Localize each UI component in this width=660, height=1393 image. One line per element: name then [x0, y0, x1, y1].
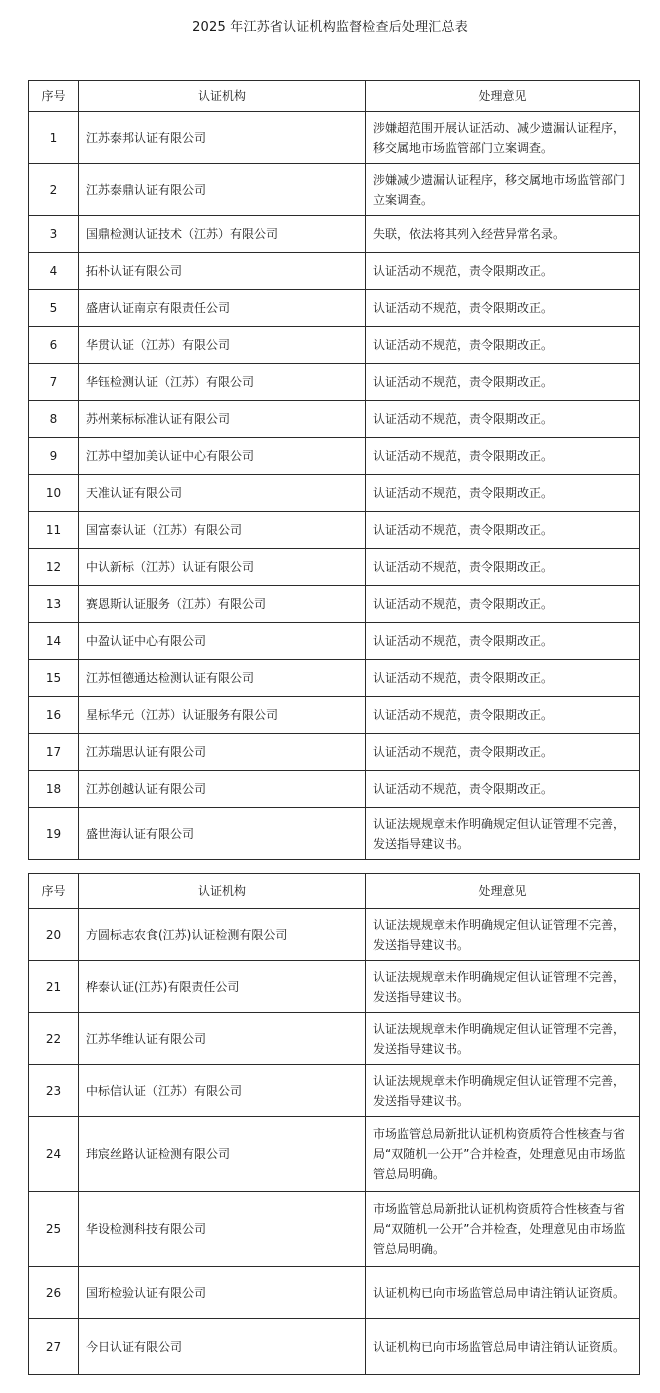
row-number: 8 — [29, 401, 79, 438]
table-row — [29, 290, 640, 327]
org-name: 中标信认证（江苏）有限公司 — [79, 1065, 366, 1117]
org-name: 江苏恒德通达检测认证有限公司 — [79, 660, 366, 697]
header-opinion: 处理意见 — [366, 81, 640, 112]
table-row — [29, 771, 640, 808]
org-name: 江苏创越认证有限公司 — [79, 771, 366, 808]
org-name: 国富泰认证（江苏）有限公司 — [79, 512, 366, 549]
table-row — [29, 512, 640, 549]
row-number: 9 — [29, 438, 79, 475]
table-row — [29, 253, 640, 290]
org-name: 国鼎检测认证技术（江苏）有限公司 — [79, 216, 366, 253]
table-row — [29, 1065, 640, 1117]
handling-opinion: 认证活动不规范，责令限期改正。 — [366, 660, 640, 697]
handling-opinion: 认证法规规章未作明确规定但认证管理不完善，发送指导建议书。 — [366, 808, 640, 860]
header-no: 序号 — [29, 874, 79, 909]
row-number: 7 — [29, 364, 79, 401]
handling-opinion: 失联，依法将其列入经营异常名录。 — [366, 216, 640, 253]
org-name: 华贯认证（江苏）有限公司 — [79, 327, 366, 364]
org-name: 国珩检验认证有限公司 — [79, 1267, 366, 1319]
row-number: 24 — [29, 1117, 79, 1192]
table-row — [29, 1267, 640, 1319]
handling-opinion: 认证活动不规范，责令限期改正。 — [366, 697, 640, 734]
row-number: 27 — [29, 1319, 79, 1375]
table-row — [29, 1319, 640, 1375]
header-opinion: 处理意见 — [366, 874, 640, 909]
row-number: 14 — [29, 623, 79, 660]
summary-table-part-2 — [28, 873, 640, 1375]
handling-opinion: 认证活动不规范，责令限期改正。 — [366, 438, 640, 475]
org-name: 桦泰认证(江苏)有限责任公司 — [79, 961, 366, 1013]
handling-opinion: 认证活动不规范，责令限期改正。 — [366, 549, 640, 586]
handling-opinion: 认证活动不规范，责令限期改正。 — [366, 512, 640, 549]
handling-opinion: 认证活动不规范，责令限期改正。 — [366, 364, 640, 401]
handling-opinion: 认证法规规章未作明确规定但认证管理不完善，发送指导建议书。 — [366, 1013, 640, 1065]
org-name: 华钰检测认证（江苏）有限公司 — [79, 364, 366, 401]
table-row — [29, 216, 640, 253]
table-row — [29, 660, 640, 697]
handling-opinion: 认证活动不规范，责令限期改正。 — [366, 586, 640, 623]
handling-opinion: 认证法规规章未作明确规定但认证管理不完善，发送指导建议书。 — [366, 961, 640, 1013]
org-name: 江苏瑞思认证有限公司 — [79, 734, 366, 771]
row-number: 17 — [29, 734, 79, 771]
table-header-row — [29, 81, 640, 112]
document-title: 2025 年江苏省认证机构监督检查后处理汇总表 — [192, 20, 468, 35]
handling-opinion: 认证活动不规范，责令限期改正。 — [366, 253, 640, 290]
org-name: 星标华元（江苏）认证服务有限公司 — [79, 697, 366, 734]
handling-opinion: 认证活动不规范，责令限期改正。 — [366, 475, 640, 512]
summary-table-part-1 — [28, 80, 640, 860]
handling-opinion: 认证机构已向市场监管总局申请注销认证资质。 — [366, 1267, 640, 1319]
org-name: 江苏华维认证有限公司 — [79, 1013, 366, 1065]
org-name: 今日认证有限公司 — [79, 1319, 366, 1375]
table-row — [29, 1117, 640, 1192]
table-row — [29, 112, 640, 164]
row-number: 15 — [29, 660, 79, 697]
handling-opinion: 认证机构已向市场监管总局申请注销认证资质。 — [366, 1319, 640, 1375]
header-org: 认证机构 — [79, 874, 366, 909]
handling-opinion: 认证活动不规范，责令限期改正。 — [366, 623, 640, 660]
handling-opinion: 认证法规规章未作明确规定但认证管理不完善，发送指导建议书。 — [366, 909, 640, 961]
org-name: 赛恩斯认证服务（江苏）有限公司 — [79, 586, 366, 623]
handling-opinion: 涉嫌超范围开展认证活动、减少遗漏认证程序，移交属地市场监管部门立案调查。 — [366, 112, 640, 164]
table-row — [29, 909, 640, 961]
table-row — [29, 364, 640, 401]
handling-opinion: 市场监管总局新批认证机构资质符合性核查与省局“双随机一公开”合并检查，处理意见由市场监管总局明确。 — [366, 1192, 640, 1267]
table-row — [29, 734, 640, 771]
table-row — [29, 623, 640, 660]
table-row — [29, 697, 640, 734]
org-name: 方圆标志农食(江苏)认证检测有限公司 — [79, 909, 366, 961]
row-number: 26 — [29, 1267, 79, 1319]
org-name: 拓朴认证有限公司 — [79, 253, 366, 290]
org-name: 江苏泰鼎认证有限公司 — [79, 164, 366, 216]
org-name: 玮宸丝路认证检测有限公司 — [79, 1117, 366, 1192]
row-number: 2 — [29, 164, 79, 216]
org-name: 中盈认证中心有限公司 — [79, 623, 366, 660]
row-number: 6 — [29, 327, 79, 364]
row-number: 25 — [29, 1192, 79, 1267]
org-name: 江苏泰邦认证有限公司 — [79, 112, 366, 164]
org-name: 盛世海认证有限公司 — [79, 808, 366, 860]
row-number: 21 — [29, 961, 79, 1013]
row-number: 13 — [29, 586, 79, 623]
org-name: 苏州莱标标准认证有限公司 — [79, 401, 366, 438]
row-number: 18 — [29, 771, 79, 808]
handling-opinion: 涉嫌减少遗漏认证程序，移交属地市场监管部门立案调查。 — [366, 164, 640, 216]
table-row — [29, 961, 640, 1013]
row-number: 20 — [29, 909, 79, 961]
org-name: 华设检测科技有限公司 — [79, 1192, 366, 1267]
row-number: 1 — [29, 112, 79, 164]
row-number: 10 — [29, 475, 79, 512]
row-number: 23 — [29, 1065, 79, 1117]
table-row — [29, 586, 640, 623]
table-row — [29, 475, 640, 512]
table-row — [29, 438, 640, 475]
table-row — [29, 1192, 640, 1267]
row-number: 4 — [29, 253, 79, 290]
table-row — [29, 401, 640, 438]
org-name: 天准认证有限公司 — [79, 475, 366, 512]
handling-opinion: 认证活动不规范，责令限期改正。 — [366, 401, 640, 438]
table-row — [29, 1013, 640, 1065]
org-name: 江苏中望加美认证中心有限公司 — [79, 438, 366, 475]
table-row — [29, 327, 640, 364]
table-header-row — [29, 874, 640, 909]
handling-opinion: 认证法规规章未作明确规定但认证管理不完善，发送指导建议书。 — [366, 1065, 640, 1117]
handling-opinion: 市场监管总局新批认证机构资质符合性核查与省局“双随机一公开”合并检查，处理意见由市场监管总局明确。 — [366, 1117, 640, 1192]
org-name: 盛唐认证南京有限责任公司 — [79, 290, 366, 327]
handling-opinion: 认证活动不规范，责令限期改正。 — [366, 771, 640, 808]
header-no: 序号 — [29, 81, 79, 112]
row-number: 12 — [29, 549, 79, 586]
row-number: 19 — [29, 808, 79, 860]
handling-opinion: 认证活动不规范，责令限期改正。 — [366, 734, 640, 771]
row-number: 11 — [29, 512, 79, 549]
row-number: 3 — [29, 216, 79, 253]
table-row — [29, 808, 640, 860]
handling-opinion: 认证活动不规范，责令限期改正。 — [366, 327, 640, 364]
handling-opinion: 认证活动不规范，责令限期改正。 — [366, 290, 640, 327]
table-row — [29, 164, 640, 216]
row-number: 22 — [29, 1013, 79, 1065]
table-row — [29, 549, 640, 586]
row-number: 16 — [29, 697, 79, 734]
header-org: 认证机构 — [79, 81, 366, 112]
row-number: 5 — [29, 290, 79, 327]
org-name: 中认新标（江苏）认证有限公司 — [79, 549, 366, 586]
